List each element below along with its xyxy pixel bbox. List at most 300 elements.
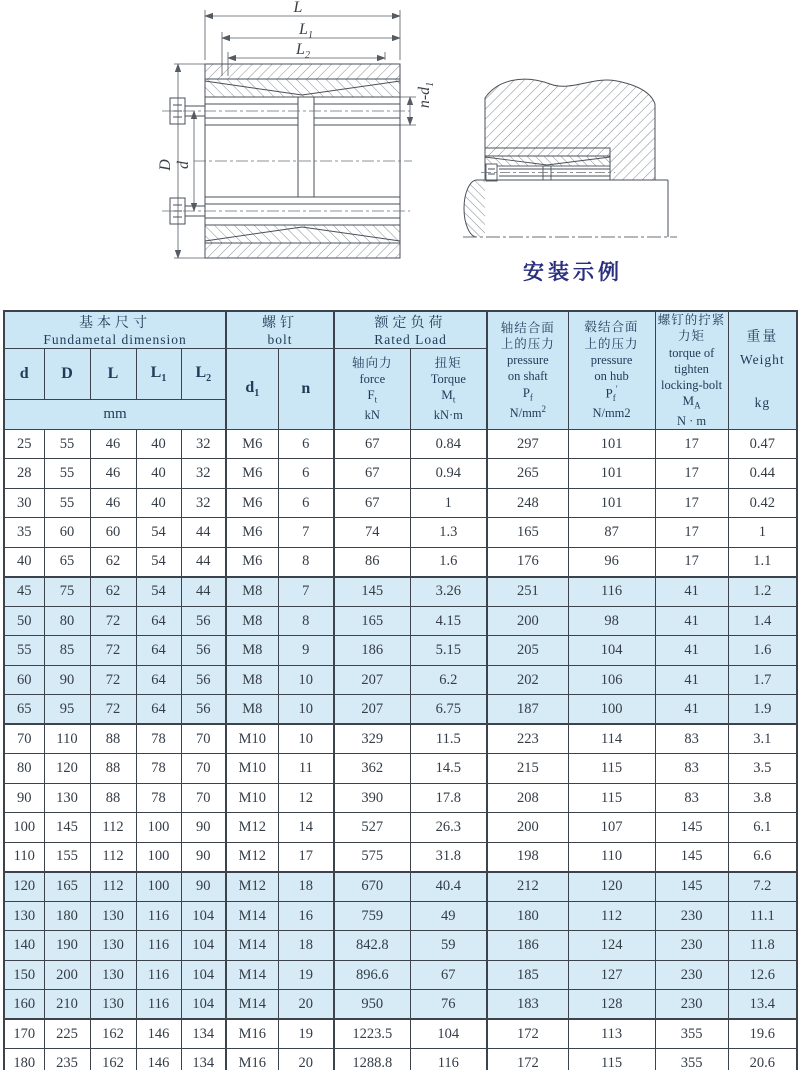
cell-L: 112 [90,813,136,843]
cell-p-hub: 104 [568,636,655,666]
cell-n: 8 [278,547,334,577]
cell-force: 670 [334,872,410,902]
cell-p-shaft: 248 [487,488,568,518]
cell-D: 130 [44,783,90,813]
col-header-pressure-shaft: 轴结合面 上的压力 pressure on shaft $P_f$ $N/mm^2$ [487,311,568,429]
cell-d1: M14 [226,901,278,931]
cell-p-hub: 106 [568,665,655,695]
cell-L: 162 [90,1049,136,1070]
cell-force: 1223.5 [334,1019,410,1049]
cell-d: 65 [4,695,44,725]
cell-d: 140 [4,931,44,961]
cell-force: 67 [334,429,410,459]
cell-p-shaft: 205 [487,636,568,666]
cell-weight: 1.2 [728,577,797,607]
cell-p-hub: 113 [568,1019,655,1049]
cell-L1: 64 [136,636,181,666]
cell-n: 14 [278,813,334,843]
cell-d: 60 [4,665,44,695]
cell-L: 62 [90,577,136,607]
cell-n: 16 [278,901,334,931]
cell-d: 150 [4,960,44,990]
cell-n: 11 [278,754,334,784]
cell-p-shaft: 212 [487,872,568,902]
cell-D: 165 [44,872,90,902]
cell-d1: M6 [226,547,278,577]
cell-d: 160 [4,990,44,1020]
table-row [4,931,797,961]
cell-d: 100 [4,813,44,843]
spec-table-wrap [3,310,798,1070]
cell-L1: 116 [136,901,181,931]
cell-weight: 12.6 [728,960,797,990]
cell-L1: 64 [136,665,181,695]
cell-torque: 17.8 [410,783,487,813]
cell-weight: 1.4 [728,606,797,636]
dim-label-nd1: $n-d_1$ [416,81,436,109]
cell-weight: 3.1 [728,724,797,754]
cell-weight: 1.6 [728,636,797,666]
cell-torque: 4.15 [410,606,487,636]
dim-label-L: L [293,0,303,16]
cell-ma: 230 [655,960,728,990]
cell-force: 186 [334,636,410,666]
cell-L1: 78 [136,783,181,813]
cell-L1: 100 [136,813,181,843]
table-row [4,547,797,577]
cell-d: 120 [4,872,44,902]
cell-d1: M10 [226,783,278,813]
cell-L1: 116 [136,990,181,1020]
cell-D: 90 [44,665,90,695]
cell-p-hub: 110 [568,842,655,872]
table-row [4,1019,797,1049]
cell-L1: 78 [136,724,181,754]
cell-L2: 56 [181,695,226,725]
cell-L1: 116 [136,960,181,990]
cell-n: 10 [278,665,334,695]
cell-D: 235 [44,1049,90,1070]
cell-ma: 145 [655,872,728,902]
cell-force: 86 [334,547,410,577]
cell-L2: 104 [181,901,226,931]
cell-ma: 83 [655,724,728,754]
shaft-cut [464,180,485,237]
col-header-d: d [4,349,44,400]
cell-n: 20 [278,990,334,1020]
cell-L: 72 [90,606,136,636]
cell-ma: 17 [655,429,728,459]
cell-D: 75 [44,577,90,607]
cell-L1: 100 [136,872,181,902]
table-row [4,960,797,990]
cell-torque: 14.5 [410,754,487,784]
table-row [4,577,797,607]
cell-p-shaft: 187 [487,695,568,725]
cell-D: 65 [44,547,90,577]
cell-weight: 0.44 [728,459,797,489]
cell-L1: 116 [136,931,181,961]
cell-p-shaft: 215 [487,754,568,784]
cell-p-shaft: 202 [487,665,568,695]
cell-ma: 41 [655,665,728,695]
cell-p-shaft: 172 [487,1019,568,1049]
cell-D: 55 [44,429,90,459]
cell-ma: 17 [655,518,728,548]
cell-torque: 0.94 [410,459,487,489]
cell-d1: M12 [226,872,278,902]
cell-weight: 11.8 [728,931,797,961]
table-row [4,724,797,754]
cell-L2: 56 [181,665,226,695]
cell-p-hub: 114 [568,724,655,754]
cell-L1: 40 [136,459,181,489]
cell-d1: M16 [226,1049,278,1070]
cell-p-hub: 98 [568,606,655,636]
cell-torque: 1.3 [410,518,487,548]
cell-p-hub: 101 [568,429,655,459]
cell-L: 130 [90,960,136,990]
cell-ma: 230 [655,901,728,931]
cell-L: 72 [90,665,136,695]
cell-p-hub: 128 [568,990,655,1020]
cell-d: 55 [4,636,44,666]
cell-n: 7 [278,577,334,607]
cell-d1: M6 [226,488,278,518]
cell-d: 45 [4,577,44,607]
cell-L: 112 [90,842,136,872]
cell-force: 390 [334,783,410,813]
cell-force: 207 [334,665,410,695]
cell-L1: 64 [136,606,181,636]
cell-L: 88 [90,754,136,784]
cell-L2: 56 [181,606,226,636]
cell-weight: 0.47 [728,429,797,459]
cell-ma: 41 [655,695,728,725]
table-row [4,901,797,931]
cell-ma: 145 [655,813,728,843]
cell-L2: 104 [181,990,226,1020]
cell-force: 842.8 [334,931,410,961]
cell-torque: 49 [410,901,487,931]
cell-L2: 90 [181,813,226,843]
cell-p-shaft: 185 [487,960,568,990]
cell-p-shaft: 200 [487,813,568,843]
cell-L1: 146 [136,1019,181,1049]
cell-torque: 0.84 [410,429,487,459]
cell-d: 50 [4,606,44,636]
cell-p-hub: 115 [568,1049,655,1070]
cell-torque: 104 [410,1019,487,1049]
cell-D: 80 [44,606,90,636]
cell-p-hub: 107 [568,813,655,843]
cell-L1: 64 [136,695,181,725]
installation-example-drawing [455,50,795,300]
cell-L: 46 [90,429,136,459]
cell-force: 74 [334,518,410,548]
cell-D: 200 [44,960,90,990]
cell-weight: 1 [728,518,797,548]
cell-d1: M6 [226,459,278,489]
cell-D: 210 [44,990,90,1020]
cell-ma: 17 [655,459,728,489]
cell-D: 225 [44,1019,90,1049]
cell-d1: M10 [226,724,278,754]
cell-p-shaft: 200 [487,606,568,636]
cell-d1: M16 [226,1019,278,1049]
cell-n: 10 [278,724,334,754]
cell-d: 170 [4,1019,44,1049]
cell-p-hub: 101 [568,459,655,489]
table-row [4,459,797,489]
cell-L2: 44 [181,577,226,607]
cell-p-hub: 115 [568,783,655,813]
cell-force: 67 [334,488,410,518]
cell-force: 950 [334,990,410,1020]
cell-n: 6 [278,429,334,459]
cell-weight: 3.5 [728,754,797,784]
cell-ma: 355 [655,1019,728,1049]
cell-L1: 78 [136,754,181,784]
cell-L: 130 [90,990,136,1020]
cell-torque: 3.26 [410,577,487,607]
table-row [4,783,797,813]
cell-force: 527 [334,813,410,843]
cell-L2: 70 [181,783,226,813]
cell-L1: 40 [136,429,181,459]
cell-D: 145 [44,813,90,843]
cell-p-hub: 127 [568,960,655,990]
cell-p-shaft: 223 [487,724,568,754]
cell-ma: 17 [655,547,728,577]
cell-torque: 11.5 [410,724,487,754]
cell-p-shaft: 172 [487,1049,568,1070]
cell-n: 8 [278,606,334,636]
col-header-L2: $L_2$ [181,349,226,400]
cell-d: 130 [4,901,44,931]
cell-force: 145 [334,577,410,607]
cell-L2: 134 [181,1019,226,1049]
cell-D: 55 [44,488,90,518]
col-header-L1: $L_1$ [136,349,181,400]
cell-ma: 83 [655,783,728,813]
cell-L1: 54 [136,547,181,577]
installation-caption: 安装示例 [523,259,623,284]
cell-p-hub: 87 [568,518,655,548]
dim-label-L1: $L_1$ [299,21,313,41]
table-row [4,872,797,902]
cell-p-shaft: 183 [487,990,568,1020]
unit-header-mm: mm [4,399,226,429]
cell-p-shaft: 297 [487,429,568,459]
cell-d: 30 [4,488,44,518]
table-row [4,813,797,843]
cell-force: 207 [334,695,410,725]
cell-p-shaft: 186 [487,931,568,961]
cell-torque: 40.4 [410,872,487,902]
cell-n: 19 [278,1019,334,1049]
group-header-bolt: 螺钉 bolt [226,311,334,349]
cell-L2: 104 [181,960,226,990]
col-header-tighten-torque: 螺钉的拧紧 力矩 torque of tighten locking-bolt $M_A$ N · m [655,311,728,429]
cell-n: 19 [278,960,334,990]
cell-p-shaft: 165 [487,518,568,548]
cell-weight: 6.1 [728,813,797,843]
dimension-table [3,310,798,1070]
cell-p-hub: 96 [568,547,655,577]
cell-L: 72 [90,695,136,725]
cell-L1: 54 [136,518,181,548]
table-row [4,636,797,666]
cell-ma: 17 [655,488,728,518]
cell-L: 130 [90,931,136,961]
cell-L2: 44 [181,518,226,548]
cell-n: 17 [278,842,334,872]
cell-d1: M8 [226,636,278,666]
cell-torque: 76 [410,990,487,1020]
cell-d: 180 [4,1049,44,1070]
cell-weight: 20.6 [728,1049,797,1070]
dim-label-D: D [157,159,174,171]
table-row [4,429,797,459]
cell-p-hub: 101 [568,488,655,518]
cell-L1: 146 [136,1049,181,1070]
cell-L: 112 [90,872,136,902]
cell-p-hub: 116 [568,577,655,607]
cell-D: 95 [44,695,90,725]
cell-d: 25 [4,429,44,459]
table-row [4,665,797,695]
cell-L: 46 [90,488,136,518]
cell-D: 55 [44,459,90,489]
cell-n: 9 [278,636,334,666]
coupling-section-drawing [148,0,458,300]
cell-force: 362 [334,754,410,784]
cell-d1: M8 [226,577,278,607]
cell-n: 7 [278,518,334,548]
cell-d1: M12 [226,842,278,872]
cell-d1: M14 [226,931,278,961]
table-row [4,606,797,636]
cell-L2: 70 [181,724,226,754]
col-header-pressure-hub: 毂结合面 上的压力 pressure on hub $P_f'$ N/mm2 [568,311,655,429]
cell-force: 1288.8 [334,1049,410,1070]
cell-torque: 67 [410,960,487,990]
cell-L: 72 [90,636,136,666]
cell-torque: 116 [410,1049,487,1070]
cell-torque: 31.8 [410,842,487,872]
cell-force: 67 [334,459,410,489]
col-header-L: L [90,349,136,400]
table-row [4,1049,797,1070]
cell-L: 130 [90,901,136,931]
col-header-force: 轴向力 force $F_t$ kN [334,349,410,430]
cell-d: 70 [4,724,44,754]
table-row [4,695,797,725]
group-header-basic: 基本尺寸 Fundametal dimension [4,311,226,349]
cell-weight: 19.6 [728,1019,797,1049]
shaft [464,180,668,237]
cell-d1: M14 [226,990,278,1020]
table-header [4,311,797,429]
cell-ma: 230 [655,931,728,961]
cell-force: 575 [334,842,410,872]
cell-p-hub: 112 [568,901,655,931]
cell-L2: 134 [181,1049,226,1070]
cell-torque: 1.6 [410,547,487,577]
cell-d: 28 [4,459,44,489]
cell-D: 60 [44,518,90,548]
table-row [4,518,797,548]
col-header-D: D [44,349,90,400]
cell-D: 180 [44,901,90,931]
cell-force: 896.6 [334,960,410,990]
cell-L1: 40 [136,488,181,518]
cell-ma: 41 [655,606,728,636]
col-header-d1: $d_1$ [226,349,278,430]
cell-L2: 44 [181,547,226,577]
cell-L: 60 [90,518,136,548]
dim-label-d: d [175,161,192,169]
cell-L2: 32 [181,488,226,518]
cell-L2: 32 [181,459,226,489]
cell-torque: 59 [410,931,487,961]
cell-ma: 83 [655,754,728,784]
cell-d: 110 [4,842,44,872]
cell-p-shaft: 251 [487,577,568,607]
cell-d1: M6 [226,429,278,459]
table-row [4,488,797,518]
cell-d1: M8 [226,665,278,695]
cell-ma: 41 [655,577,728,607]
cell-d1: M14 [226,960,278,990]
cell-weight: 6.6 [728,842,797,872]
cell-p-hub: 100 [568,695,655,725]
cell-torque: 6.75 [410,695,487,725]
cell-L: 62 [90,547,136,577]
cell-D: 120 [44,754,90,784]
cell-force: 759 [334,901,410,931]
cell-torque: 1 [410,488,487,518]
cell-torque: 5.15 [410,636,487,666]
cell-weight: 3.8 [728,783,797,813]
cell-p-shaft: 198 [487,842,568,872]
cell-weight: 7.2 [728,872,797,902]
cell-force: 329 [334,724,410,754]
col-header-n: n [278,349,334,430]
cell-d1: M10 [226,754,278,784]
cell-n: 20 [278,1049,334,1070]
cell-L: 46 [90,459,136,489]
cell-L: 162 [90,1019,136,1049]
locking-device [485,148,610,181]
cell-d: 80 [4,754,44,784]
centerlines [162,111,412,211]
cell-p-shaft: 208 [487,783,568,813]
cell-L2: 56 [181,636,226,666]
group-header-rated-load: 额定负荷 Rated Load [334,311,487,349]
cell-weight: 1.1 [728,547,797,577]
cell-d1: M8 [226,606,278,636]
cell-p-shaft: 180 [487,901,568,931]
cell-d1: M12 [226,813,278,843]
cell-weight: 0.42 [728,488,797,518]
cell-L1: 54 [136,577,181,607]
cell-weight: 11.1 [728,901,797,931]
cell-L2: 104 [181,931,226,961]
table-row [4,990,797,1020]
cell-p-hub: 124 [568,931,655,961]
